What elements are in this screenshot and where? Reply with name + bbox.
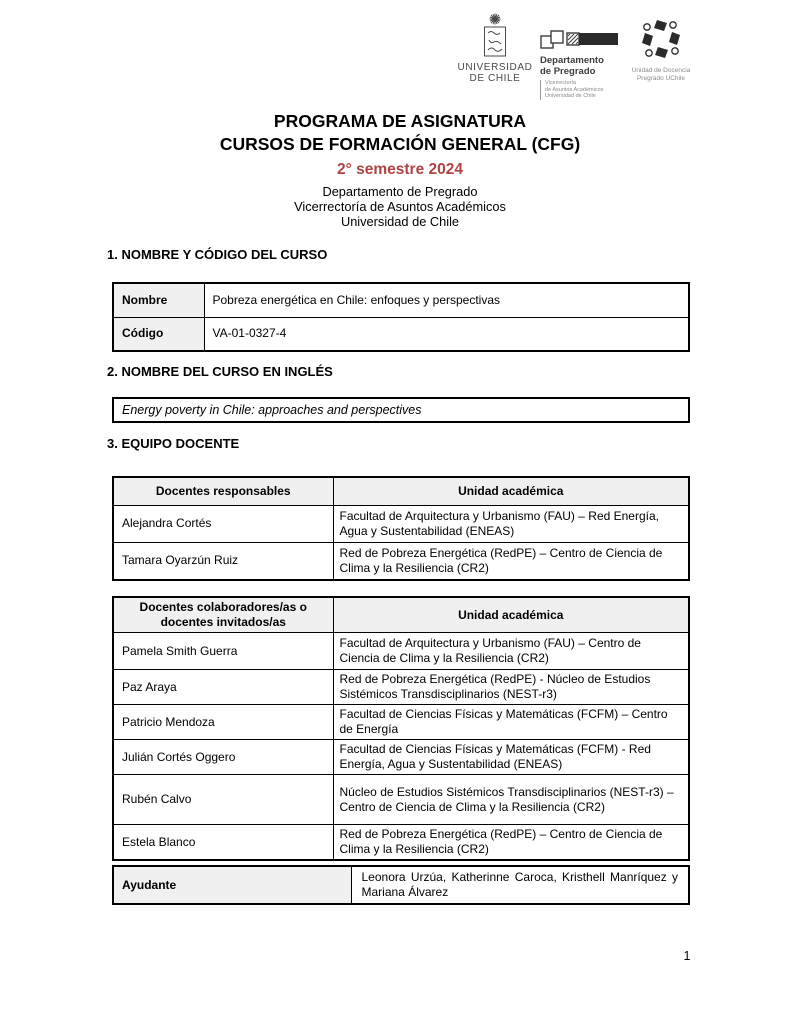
col-header-unidad-academica: Unidad académica <box>333 597 689 633</box>
pregrado-logo-smalltext: Vicerrectoría de Asuntos Académicos Universidad de Chile <box>540 80 624 100</box>
responsible-teachers-table <box>112 476 690 581</box>
teacher-unit: Facultad de Arquitectura y Urbanismo (FAU) – Centro de Ciencia de Clima y la Resiliencia (CR2) <box>333 633 689 670</box>
teacher-name: Pamela Smith Guerra <box>113 633 333 670</box>
table-row <box>113 542 689 580</box>
table-row <box>113 825 689 861</box>
teacher-name: Alejandra Cortés <box>113 505 333 542</box>
course-name-code-table <box>112 282 690 352</box>
uchile-logo-line1: UNIVERSIDAD <box>457 62 533 73</box>
table-row <box>113 775 689 825</box>
document-title-line2: CURSOS DE FORMACIÓN GENERAL (CFG) <box>219 134 581 154</box>
ayudante-label: Ayudante <box>113 866 351 904</box>
teacher-unit: Red de Pobreza Energética (RedPE) – Centro de Ciencia de Clima y la Resiliencia (CR2) <box>333 542 689 580</box>
teacher-unit: Facultad de Arquitectura y Urbanismo (FAU) – Red Energía, Agua y Sustentabilidad (ENEAS) <box>333 505 689 542</box>
table-row <box>113 705 689 740</box>
course-code-value: VA-01-0327-4 <box>204 317 689 351</box>
table-row <box>113 317 689 351</box>
teacher-name: Julián Cortés Oggero <box>113 740 333 775</box>
pregrado-logo-line2: de Pregrado <box>540 65 596 77</box>
teacher-unit: Facultad de Ciencias Físicas y Matemáticas (FCFM) – Centro de Energía <box>333 705 689 740</box>
teacher-name: Estela Blanco <box>113 825 333 861</box>
table-header-row <box>113 597 689 633</box>
docencia-pinwheel-icon <box>638 16 684 62</box>
table-row <box>113 633 689 670</box>
teacher-unit: Red de Pobreza Energética (RedPE) - Núcleo de Estudios Sistémicos Transdisciplinarios (NEST-r3) <box>333 670 689 705</box>
col-header-docentes-responsables: Docentes responsables <box>113 477 333 505</box>
table-row <box>113 505 689 542</box>
page-number: 1 <box>683 949 691 963</box>
course-name-label: Nombre <box>113 283 204 317</box>
pregrado-squares-icon <box>540 28 620 51</box>
english-name-box: Energy poverty in Chile: approaches and perspectives <box>112 397 690 423</box>
course-name-value: Pobreza energética en Chile: enfoques y perspectivas <box>204 283 689 317</box>
institution-block <box>0 184 800 229</box>
docencia-logo-line1: Unidad de Docencia <box>631 67 691 74</box>
uchile-logo <box>452 12 538 84</box>
col-header-unidad-academica: Unidad académica <box>333 477 689 505</box>
document-title-line1: PROGRAMA DE ASIGNATURA <box>273 111 527 131</box>
table-row <box>113 740 689 775</box>
title-block <box>0 110 800 229</box>
institution-line2: Vicerrectoría de Asuntos Académicos <box>294 199 506 214</box>
teacher-unit: Facultad de Ciencias Físicas y Matemáticas (FCFM) - Red Energía, Agua y Sustentabilidad (ENEAS) <box>333 740 689 775</box>
teacher-unit: Núcleo de Estudios Sistémicos Transdisciplinarios (NEST-r3) – Centro de Ciencia de Clima y la Resiliencia (CR2) <box>333 775 689 825</box>
teacher-name: Paz Araya <box>113 670 333 705</box>
pregrado-logo <box>540 28 624 100</box>
table-row <box>113 670 689 705</box>
section1-heading: 1. NOMBRE Y CÓDIGO DEL CURSO <box>107 247 328 262</box>
section3-heading: 3. EQUIPO DOCENTE <box>107 436 240 451</box>
collaborating-teachers-table <box>112 596 690 861</box>
table-header-row <box>113 477 689 505</box>
institution-line1: Departamento de Pregrado <box>322 184 478 199</box>
teacher-name: Rubén Calvo <box>113 775 333 825</box>
docencia-logo <box>624 16 698 83</box>
institution-line3: Universidad de Chile <box>340 214 460 229</box>
table-row <box>113 283 689 317</box>
table-row <box>113 866 689 904</box>
pregrado-logo-line1: Departamento <box>540 55 604 66</box>
ayudante-names: Leonora Urzúa, Katherinne Caroca, Kristhell Manríquez y Mariana Álvarez <box>351 866 689 904</box>
teacher-unit: Red de Pobreza Energética (RedPE) – Centro de Ciencia de Clima y la Resiliencia (CR2) <box>333 825 689 861</box>
teacher-name: Tamara Oyarzún Ruiz <box>113 542 333 580</box>
col-header-docentes-colaboradores: Docentes colaboradores/as o docentes invitados/as <box>113 597 333 633</box>
docencia-logo-line2: Pregrado UChile <box>636 75 686 82</box>
header-logos <box>448 10 698 99</box>
course-code-label: Código <box>113 317 204 351</box>
section2-heading: 2. NOMBRE DEL CURSO EN INGLÉS <box>107 364 333 379</box>
teacher-name: Patricio Mendoza <box>113 705 333 740</box>
uchile-crest-icon <box>472 12 518 62</box>
assistants-table <box>112 865 690 905</box>
uchile-logo-line2: DE CHILE <box>469 73 521 84</box>
semester-subtitle: 2° semestre 2024 <box>337 161 463 178</box>
